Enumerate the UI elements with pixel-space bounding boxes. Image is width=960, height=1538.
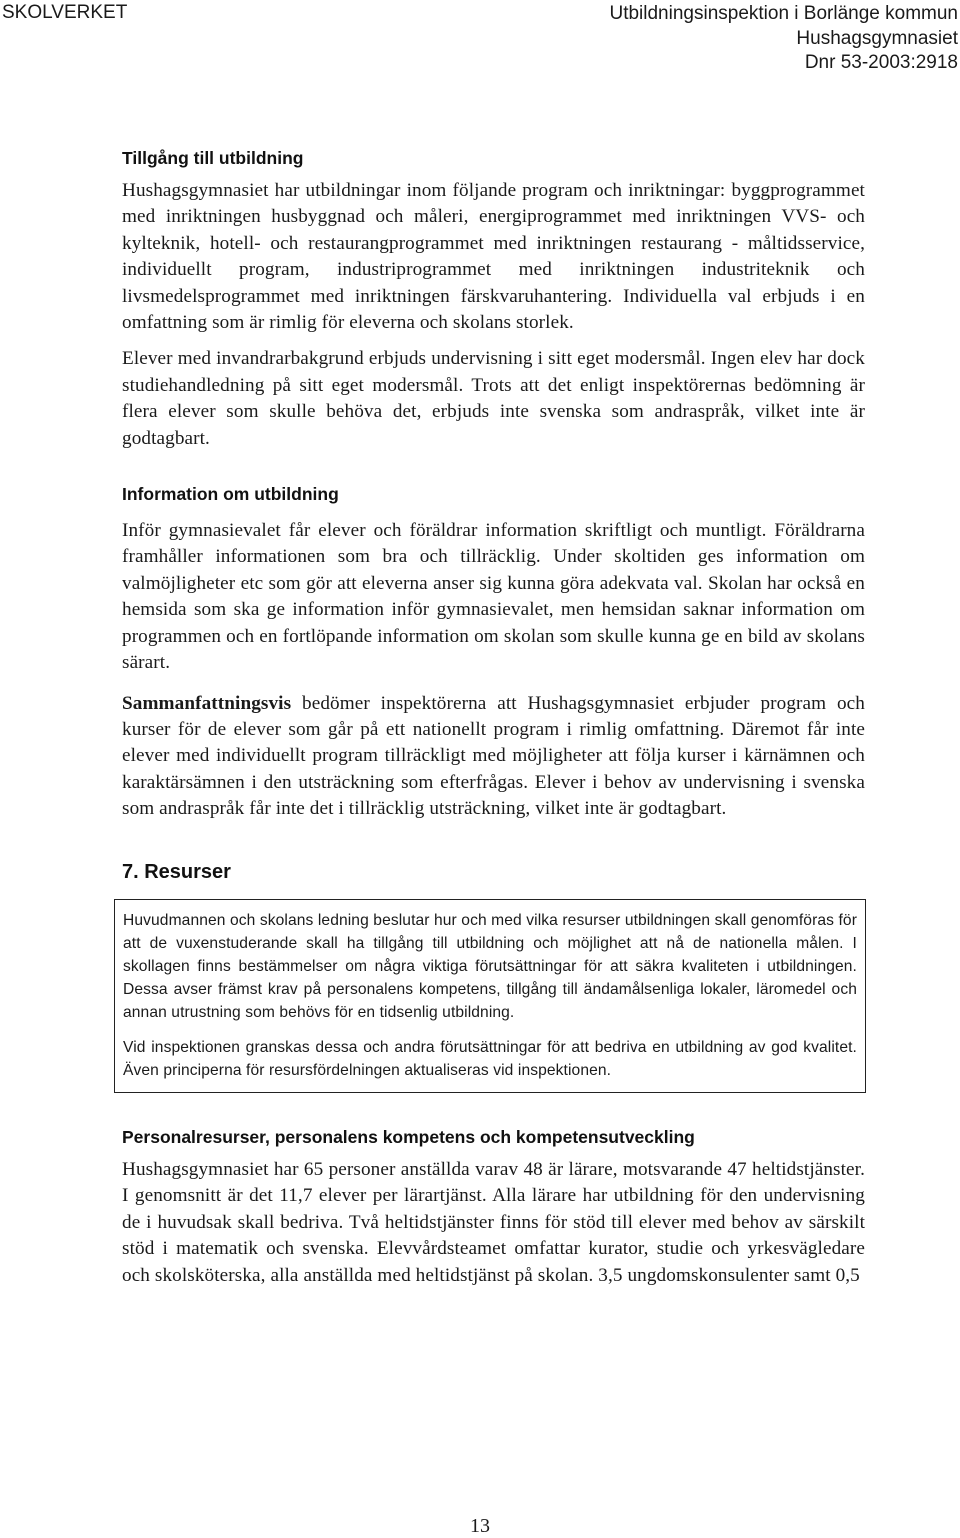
heading-tillgang: Tillgång till utbildning: [122, 148, 304, 168]
summary-bold-lead: Sammanfattningsvis: [122, 692, 292, 714]
resurser-info-box: [114, 899, 866, 1093]
heading-information: Information om utbildning: [122, 484, 339, 505]
paragraph-tillgang-programs: Hushagsgymnasiet har utbildningar inom följande program och inriktningar: byggprogrammet med inriktningen husbyggnad och måleri, energiprogrammet med inriktningen VVS- och kylteknik, hotell- och restaurangprogrammet med inriktningen restaurang - måltidsservice, individuellt program, industriprogrammet med inriktningen industriteknik och livsmedelsprogrammet med inriktningen färskvaruhantering. Individuella val erbjuds i en omfattning som är rimlig för eleverna och skolans storlek.: [122, 180, 865, 334]
box-paragraph-2: Vid inspektionen granskas dessa och andra förutsättningar för att bedriva en utbildning av god kvalitet. Även principerna för resursfördelningen aktualiseras vid inspektionen.: [123, 1038, 857, 1079]
summary-text: bedömer inspektörerna att Hushagsgymnasiet erbjuder program och kurser för de elever som går på ett nationellt program i rimlig omfattning. Däremot får inte elever med individuellt program tillräckligt med möjligheter att följa kurser i kärnämnen och karaktärsämnen i den utsträckning som efterfrågas. Elever i behov av undervisning i svenska som andraspråk får inte det i tillräcklig utsträckning, vilket inte är godtagbart.: [122, 692, 865, 820]
page-number: 13: [470, 1515, 490, 1537]
document-body: [122, 146, 865, 1289]
heading-personal: Personalresurser, personalens kompetens och kompetensutveckling: [122, 1126, 695, 1147]
header-school: Hushagsgymnasiet: [796, 27, 958, 49]
paragraph-summary: [122, 691, 865, 823]
header-org: SKOLVERKET: [2, 2, 128, 23]
header-info: [609, 2, 958, 76]
heading-resurser: 7. Resurser: [122, 860, 231, 883]
paragraph-tillgang-modersmal: Elever med invandrarbakgrund erbjuds undervisning i sitt eget modersmål. Ingen elev har dock studiehandledning på sitt eget modersmål. Trots att det enligt inspektörernas bedömning är flera elever som skulle behöva det, erbjuds inte svenska som andraspråk, vilket inte är godtagbart.: [122, 348, 865, 449]
paragraph-personal: Hushagsgymnasiet har 65 personer anställda varav 48 är lärare, motsvarande 47 heltidstjänster. I genomsnitt är det 11,7 elever per lärartjänst. Alla lärare har utbildning för den undervisning de i huvudsak skall bedriva. Två heltidstjänster finns för stöd till elever med behov av särskilt stöd i matematik och svenska. Elevvårdsteamet omfattar kurator, studie och yrkesvägledare och skolsköterska, alla anställda med heltidstjänst på skolan. 3,5 ungdomskonsulenter samt 0,5: [122, 1158, 865, 1286]
header-dnr: Dnr 53-2003:2918: [804, 52, 958, 73]
box-paragraph-1: Huvudmannen och skolans ledning beslutar hur och med vilka resurser utbildningen skall genomföras för att de vuxenstuderande skall ha tillgång till utbildning och möjlighet att nå de nationella målen. I skollagen finns bestämmelser om några viktiga förutsättningar för att säkra kvaliteten i utbildningen. Dessa avser främst krav på personalens kompetens, tillgång till ändamålsenliga lokaler, läromedel och annan utrustning som behövs för en tidsenlig utbildning.: [123, 911, 857, 1022]
header-title: Utbildningsinspektion i Borlänge kommun: [609, 3, 958, 24]
paragraph-information: Inför gymnasievalet får elever och föräldrar information skriftligt och muntligt. Föräldrarna framhåller informationen som bra och tillräcklig. Under skoltiden ges information om valmöjligheter etc som gör att eleverna anser sig kunna göra adekvata val. Skolan har också en hemsida som ska ge information inför gymnasievalet, men hemsidan saknar information om programmen och en fortlöpande information om skolan som skulle kunna ge en bild av skolans särart.: [122, 520, 865, 674]
